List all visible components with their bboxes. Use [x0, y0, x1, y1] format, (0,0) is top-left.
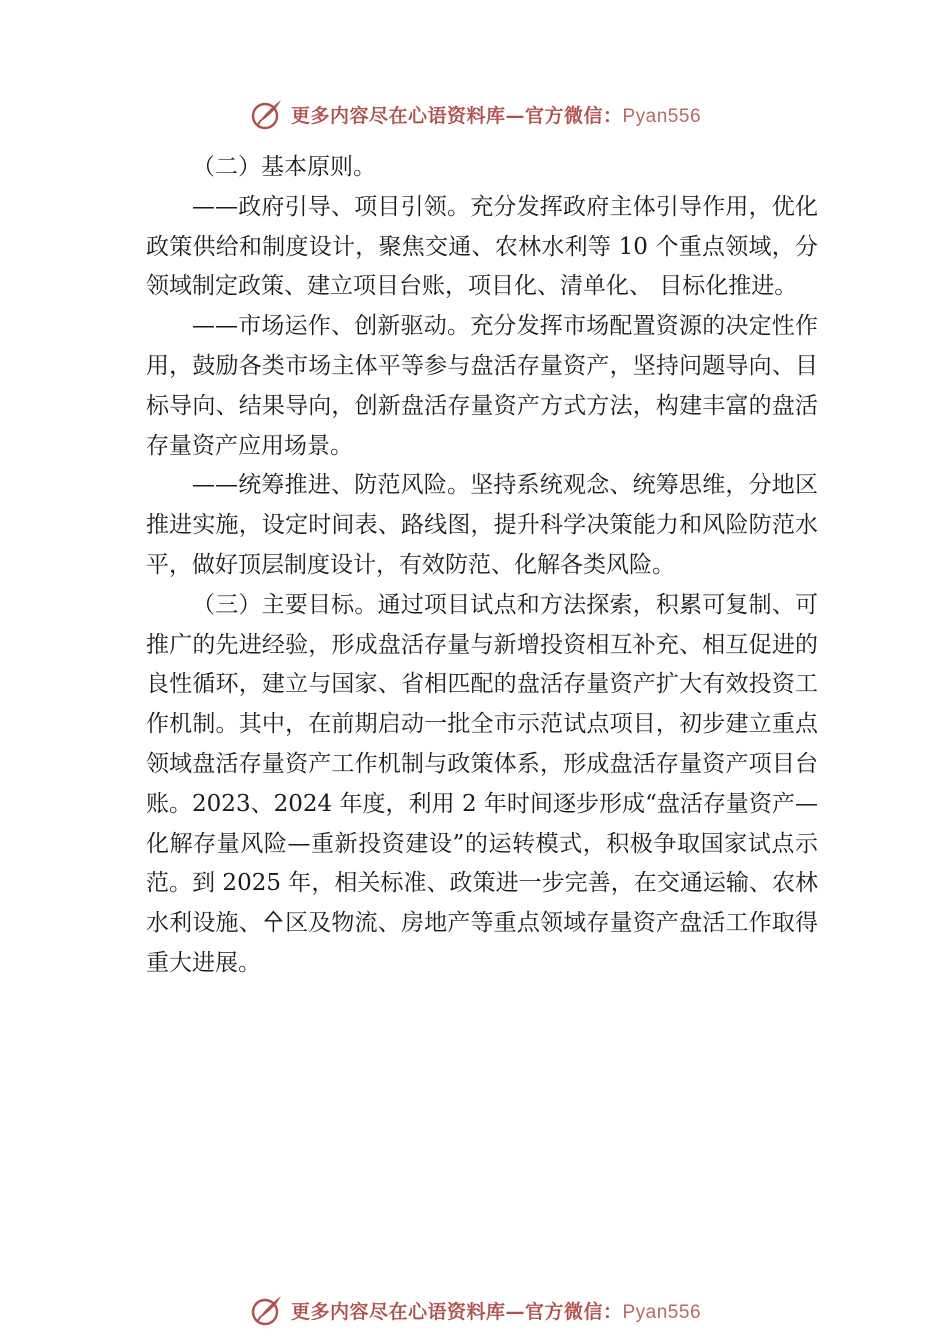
header-watermark-banner — [0, 94, 950, 134]
header-watermark-text: 更多内容尽在心语资料库—官方微信：Pyan556 — [290, 104, 702, 127]
paragraph-main-goals: （三）主要目标。通过项目试点和方法探索，积累可复制、可推广的先进经验，形成盘活存量与新增投资相互补充、相互促进的良性循环，建立与国家、省相匹配的盘活存量资产扩大有效投资工作机制。其中，在前期启动一批全市示范试点项目，初步建立重点领域盘活存量资产工作机制与政策体系，形成盘活存量资产项目台账。2023、2024 年度，利用 2 年时间逐步形成“盘活存量资产—化解存量风险—重新投资建设”的运转模式，积极争取国家试点示范。到 2025 年，相关标准、政策进一步完善，在交通运输、农林水利设施、㐃区及物流、房地产等重点领域存量资产盘活工作取得重大进展。 — [146, 591, 818, 976]
paragraph-market-operation: ——市场运作、创新驱动。充分发挥市场配置资源的决定性作用，鼓励各类市场主体平等参与盘活存量资产，坚持问题导向、目标导向、结果导向，创新盘活存量资产方式方法，构建丰富的盘活存量资产应用场景。 — [146, 313, 818, 459]
quill-logo-icon — [249, 96, 285, 132]
footer-watermark-text: 更多内容尽在心语资料库—官方微信：Pyan556 — [290, 1300, 702, 1323]
quill-logo-icon — [249, 1292, 285, 1328]
footer-watermark-banner — [0, 1290, 950, 1330]
paragraph-government-guidance: ——政府引导、项目引领。充分发挥政府主体引导作用，优化政策供给和制度设计，聚焦交通、农林水利等 10 个重点领域，分领域制定政策、建立项目台账，项目化、清单化、 目标化推进。 — [146, 193, 818, 300]
paragraph-risk-prevention: ——统筹推进、防范风险。坚持系统观念、统筹思维，分地区推进实施，设定时间表、路线图，提升科学决策能力和风险防范水平，做好顶层制度设计，有效防范、化解各类风险。 — [146, 472, 818, 578]
document-body — [146, 148, 818, 984]
section-heading-principles: （二）基本原则。 — [192, 154, 376, 180]
